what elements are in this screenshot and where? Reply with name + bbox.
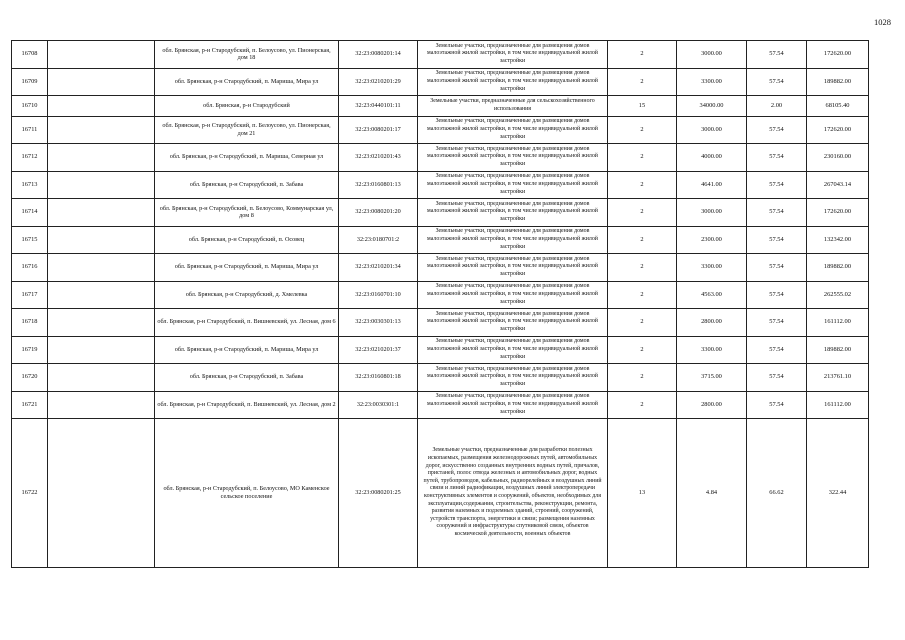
blank-cell [48, 144, 155, 172]
row-number-cell: 16720 [12, 364, 48, 392]
cadastral-value-cell: 189882.00 [807, 336, 869, 364]
blank-cell [48, 309, 155, 337]
group-cell: 2 [608, 68, 677, 96]
group-cell: 2 [608, 226, 677, 254]
cadastral-number-cell: 32:23:0030301:1 [339, 391, 418, 419]
rate-cell: 57.54 [747, 391, 807, 419]
area-cell: 4000.00 [677, 144, 747, 172]
land-use-cell: Земельные участки, предназначенные для размещения домов малоэтажной жилой застройки, в том числе индивидуальной жилой застройки [418, 171, 608, 199]
area-cell: 3000.00 [677, 199, 747, 227]
rate-cell: 57.54 [747, 226, 807, 254]
land-use-cell: Земельные участки, предназначенные для размещения домов малоэтажной жилой застройки, в том числе индивидуальной жилой застройки [418, 68, 608, 96]
table-row [12, 281, 869, 309]
address-cell: обл. Брянская, р-н Стародубский, п. Мариша, Мира ул [155, 68, 339, 96]
address-cell: обл. Брянская, р-н Стародубский, п. Мариша, Мира ул [155, 336, 339, 364]
cadastral-value-cell: 161112.00 [807, 391, 869, 419]
rate-cell: 2.00 [747, 96, 807, 117]
rate-cell: 57.54 [747, 68, 807, 96]
cadastral-number-cell: 32:23:0210201:34 [339, 254, 418, 282]
area-cell: 3000.00 [677, 116, 747, 144]
area-cell: 2300.00 [677, 226, 747, 254]
blank-cell [48, 116, 155, 144]
land-use-cell: Земельные участки, предназначенные для размещения домов малоэтажной жилой застройки, в том числе индивидуальной жилой застройки [418, 41, 608, 69]
cadastral-number-cell: 32:23:0210201:29 [339, 68, 418, 96]
group-cell: 2 [608, 281, 677, 309]
cadastral-value-cell: 267043.14 [807, 171, 869, 199]
land-use-cell: Земельные участки, предназначенные для размещения домов малоэтажной жилой застройки, в том числе индивидуальной жилой застройки [418, 309, 608, 337]
address-cell: обл. Брянская, р-н Стародубский, п. Белоусово, ул. Пионерская, дом 18 [155, 41, 339, 69]
group-cell: 2 [608, 309, 677, 337]
blank-cell [48, 391, 155, 419]
land-use-cell: Земельные участки, предназначенные для размещения домов малоэтажной жилой застройки, в том числе индивидуальной жилой застройки [418, 391, 608, 419]
cadastral-value-cell: 189882.00 [807, 68, 869, 96]
address-cell: обл. Брянская, р-н Стародубский, п. Мариша, Северная ул [155, 144, 339, 172]
rate-cell: 57.54 [747, 116, 807, 144]
group-cell: 2 [608, 254, 677, 282]
table-row [12, 41, 869, 69]
rate-cell: 57.54 [747, 254, 807, 282]
group-cell: 2 [608, 336, 677, 364]
rate-cell: 57.54 [747, 281, 807, 309]
row-number-cell: 16714 [12, 199, 48, 227]
area-cell: 3300.00 [677, 336, 747, 364]
table-row [12, 199, 869, 227]
address-cell: обл. Брянская, р-н Стародубский, п. Осовец [155, 226, 339, 254]
group-cell: 2 [608, 199, 677, 227]
land-use-cell: Земельные участки, предназначенные для размещения домов малоэтажной жилой застройки, в том числе индивидуальной жилой застройки [418, 144, 608, 172]
land-registry-table [11, 40, 869, 568]
table-row [12, 391, 869, 419]
table-row [12, 96, 869, 117]
table-row [12, 364, 869, 392]
address-cell: обл. Брянская, р-н Стародубский, п. Вишневский, ул. Лесная, дом 2 [155, 391, 339, 419]
area-cell: 4563.00 [677, 281, 747, 309]
group-cell: 2 [608, 364, 677, 392]
blank-cell [48, 199, 155, 227]
cadastral-value-cell: 213761.10 [807, 364, 869, 392]
table-row [12, 226, 869, 254]
table-row [12, 68, 869, 96]
rate-cell: 57.54 [747, 309, 807, 337]
area-cell: 3000.00 [677, 41, 747, 69]
row-number-cell: 16712 [12, 144, 48, 172]
row-number-cell: 16713 [12, 171, 48, 199]
group-cell: 2 [608, 391, 677, 419]
row-number-cell: 16721 [12, 391, 48, 419]
table-row [12, 336, 869, 364]
rate-cell: 57.54 [747, 199, 807, 227]
rate-cell: 57.54 [747, 41, 807, 69]
land-use-cell: Земельные участки, предназначенные для размещения домов малоэтажной жилой застройки, в том числе индивидуальной жилой застройки [418, 364, 608, 392]
cadastral-number-cell: 32:23:0210201:37 [339, 336, 418, 364]
rate-cell: 57.54 [747, 144, 807, 172]
table-row [12, 171, 869, 199]
blank-cell [48, 96, 155, 117]
cadastral-number-cell: 32:23:0030301:13 [339, 309, 418, 337]
cadastral-value-cell: 262555.02 [807, 281, 869, 309]
cadastral-value-cell: 189882.00 [807, 254, 869, 282]
land-use-cell: Земельные участки, предназначенные для разработки полезных ископаемых, размещения железнодорожных путей, автомобильных дорог, искусственно созданных внутренних водных путей, причалов, пристаней, полос отвода железных и автомобильных дорог, водных путей, трубопроводов, кабельных, радиорелейных и воздушных линий связи и линий радиофикации, воздушных линий электропередачи конструктивных элементов и сооружений, объектов, необходимых для эксплуатации,содержания, строительства, реконструкции, ремонта, развития наземных и подземных зданий, строений, сооружений, устройств транспорта, энергетики и связи; размещения наземных сооружений и инфраструктуры спутниковой связи, объектов космической деятельности, военных объектов [418, 419, 608, 568]
address-cell: обл. Брянская, р-н Стародубский, д. Хмелевка [155, 281, 339, 309]
group-cell: 2 [608, 171, 677, 199]
table-row [12, 254, 869, 282]
area-cell: 3300.00 [677, 68, 747, 96]
blank-cell [48, 68, 155, 96]
rate-cell: 57.54 [747, 364, 807, 392]
blank-cell [48, 254, 155, 282]
cadastral-value-cell: 172620.00 [807, 116, 869, 144]
cadastral-number-cell: 32:23:0080201:25 [339, 419, 418, 568]
cadastral-number-cell: 32:23:0080201:20 [339, 199, 418, 227]
row-number-cell: 16719 [12, 336, 48, 364]
land-use-cell: Земельные участки, предназначенные для сельскохозяйственного использования [418, 96, 608, 117]
land-use-cell: Земельные участки, предназначенные для размещения домов малоэтажной жилой застройки, в том числе индивидуальной жилой застройки [418, 336, 608, 364]
cadastral-number-cell: 32:23:0080201:14 [339, 41, 418, 69]
address-cell: обл. Брянская, р-н Стародубский [155, 96, 339, 117]
land-use-cell: Земельные участки, предназначенные для размещения домов малоэтажной жилой застройки, в том числе индивидуальной жилой застройки [418, 226, 608, 254]
cadastral-value-cell: 172620.00 [807, 41, 869, 69]
row-number-cell: 16716 [12, 254, 48, 282]
land-use-cell: Земельные участки, предназначенные для размещения домов малоэтажной жилой застройки, в том числе индивидуальной жилой застройки [418, 281, 608, 309]
cadastral-number-cell: 32:23:0160801:18 [339, 364, 418, 392]
table-row [12, 419, 869, 568]
page-number: 1028 [874, 17, 891, 27]
table-row [12, 309, 869, 337]
blank-cell [48, 281, 155, 309]
row-number-cell: 16711 [12, 116, 48, 144]
row-number-cell: 16718 [12, 309, 48, 337]
table-row [12, 144, 869, 172]
row-number-cell: 16710 [12, 96, 48, 117]
address-cell: обл. Брянская, р-н Стародубский, п. Белоусово, ул. Пионерская, дом 21 [155, 116, 339, 144]
table-row [12, 116, 869, 144]
blank-cell [48, 226, 155, 254]
address-cell: обл. Брянская, р-н Стародубский, п. Забава [155, 171, 339, 199]
table-body [12, 41, 869, 568]
blank-cell [48, 336, 155, 364]
blank-cell [48, 41, 155, 69]
row-number-cell: 16717 [12, 281, 48, 309]
cadastral-number-cell: 32:23:0160701:10 [339, 281, 418, 309]
land-use-cell: Земельные участки, предназначенные для размещения домов малоэтажной жилой застройки, в том числе индивидуальной жилой застройки [418, 116, 608, 144]
row-number-cell: 16709 [12, 68, 48, 96]
blank-cell [48, 171, 155, 199]
rate-cell: 57.54 [747, 336, 807, 364]
area-cell: 4.84 [677, 419, 747, 568]
row-number-cell: 16708 [12, 41, 48, 69]
rate-cell: 66.62 [747, 419, 807, 568]
blank-cell [48, 419, 155, 568]
cadastral-value-cell: 322.44 [807, 419, 869, 568]
land-use-cell: Земельные участки, предназначенные для размещения домов малоэтажной жилой застройки, в том числе индивидуальной жилой застройки [418, 254, 608, 282]
area-cell: 34000.00 [677, 96, 747, 117]
address-cell: обл. Брянская, р-н Стародубский, п. Мариша, Мира ул [155, 254, 339, 282]
land-use-cell: Земельные участки, предназначенные для размещения домов малоэтажной жилой застройки, в том числе индивидуальной жилой застройки [418, 199, 608, 227]
group-cell: 2 [608, 116, 677, 144]
address-cell: обл. Брянская, р-н Стародубский, п. Белоусово, Коммунарская ул, дом 8 [155, 199, 339, 227]
cadastral-number-cell: 32:23:0160801:13 [339, 171, 418, 199]
address-cell: обл. Брянская, р-н Стародубский, п. Вишневский, ул. Лесная, дом 6 [155, 309, 339, 337]
cadastral-number-cell: 32:23:0080201:17 [339, 116, 418, 144]
blank-cell [48, 364, 155, 392]
area-cell: 2800.00 [677, 391, 747, 419]
cadastral-value-cell: 172620.00 [807, 199, 869, 227]
rate-cell: 57.54 [747, 171, 807, 199]
group-cell: 15 [608, 96, 677, 117]
cadastral-number-cell: 32:23:0180701:2 [339, 226, 418, 254]
area-cell: 3715.00 [677, 364, 747, 392]
row-number-cell: 16722 [12, 419, 48, 568]
group-cell: 2 [608, 41, 677, 69]
cadastral-value-cell: 68105.40 [807, 96, 869, 117]
area-cell: 2800.00 [677, 309, 747, 337]
group-cell: 2 [608, 144, 677, 172]
address-cell: обл. Брянская, р-н Стародубский, п. Белоусово, МО Каменское сельское поселение [155, 419, 339, 568]
group-cell: 13 [608, 419, 677, 568]
cadastral-value-cell: 132342.00 [807, 226, 869, 254]
cadastral-value-cell: 230160.00 [807, 144, 869, 172]
row-number-cell: 16715 [12, 226, 48, 254]
cadastral-number-cell: 32:23:0210201:43 [339, 144, 418, 172]
address-cell: обл. Брянская, р-н Стародубский, п. Забава [155, 364, 339, 392]
cadastral-number-cell: 32:23:0440101:11 [339, 96, 418, 117]
area-cell: 3300.00 [677, 254, 747, 282]
cadastral-value-cell: 161112.00 [807, 309, 869, 337]
area-cell: 4641.00 [677, 171, 747, 199]
